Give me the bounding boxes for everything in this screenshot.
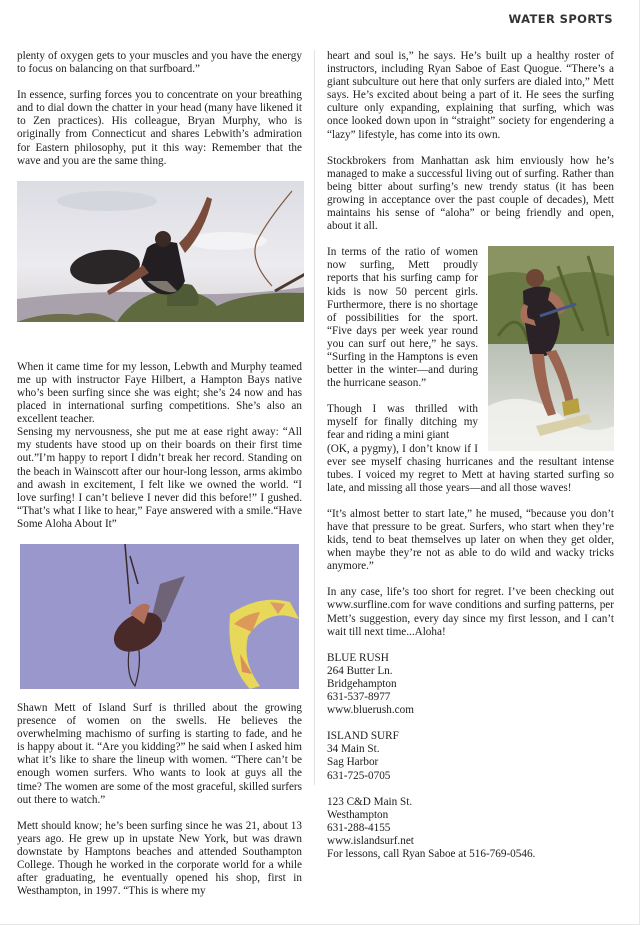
contact-line: ISLAND SURF — [327, 730, 399, 743]
contact-line: Sag Harbor — [327, 756, 379, 769]
contact-line: 264 Butter Ln. — [327, 664, 393, 677]
contact-website-link[interactable]: www.islandsurf.net — [327, 834, 414, 847]
contact-website-link[interactable]: www.bluerush.com — [327, 704, 414, 717]
contact-line: BLUE RUSH — [327, 651, 389, 664]
kitesurf-image — [20, 544, 299, 689]
wakeboard-jump-photo — [17, 181, 304, 322]
paragraph: In essence, surfing forces you to concentrate on your breathing and to dial down the chatter in your head (many have likened it to Zen practices). His colleague, Bryan Murphy, who is originally from Connecticut and shares Lebwith’s admiration for Eastern philosophy, put it this way: Remember that the wave and you are the same thing. — [17, 89, 302, 167]
wakeboarder-woman-image — [488, 246, 614, 451]
paragraph: Though I was thrilled with myself for finally ditching my fear and riding a mini giant — [327, 403, 478, 442]
contact-line: 631-725-0705 — [327, 769, 391, 782]
contact-line: Bridgehampton — [327, 677, 397, 690]
paragraph: Shawn Mett of Island Surf is thrilled about the growing presence of women on the swells. He believes the overwhelming machismo of surfing is starting to fade, and he is happy about it. “Are you kidding?” he said when I asked him what it’s like to share the lineup with women. “There can’t be enough women surfers. Who wants to look at guys all the time? The women are some of the most graceful, skilled surfers out there to watch.” — [17, 701, 302, 806]
right-column — [327, 50, 614, 861]
paragraph: When it came time for my lesson, Lebwth and Murphy teamed me up with instructor Faye Hilbert, a Hampton Bays native who’s been surfing since she was eight; she’s 24 now and has placed in international surfing competitions. She’s also an excellent teacher. — [17, 360, 302, 426]
paragraph: “It’s almost better to start late,” he mused, “because you don’t have that pressure to be great. Surfers, who start when they’re kids, tend to beat themselves up later on when they get older, when maybe they’re not as able to do wild and wacky tricks anymore.” — [327, 507, 614, 573]
kitesurf-photo — [20, 544, 299, 689]
contact-line: 123 C&D Main St. — [327, 795, 413, 808]
paragraph: (OK, a pygmy), I don’t know if I ever see myself chasing hurricanes and the resultant intense tubes. I voiced my regret to Mett at having started surfing so late, and missing all those years—and all those waves! — [327, 442, 614, 494]
paragraph: In any case, life’s too short for regret. I’ve been checking out www.surfline.com for wave conditions and surfing patterns, per Mett’s suggestion, every day since my first lesson, and I can’t wait till next time...Aloha! — [327, 586, 614, 638]
paragraph: Stockbrokers from Manhattan ask him enviously how he’s managed to make a successful living out of surfing. Rather than being bitter about surfing’s new trendy status (it has been growing in acceptance over the past couple of decades), Mett maintains his sense of “aloha” or being friendly and open, about it all. — [327, 154, 614, 233]
paragraph: Sensing my nervousness, she put me at ease right away: “All my students have stood up on their boards on their first time out.”I’m happy to report I didn’t break her record. Standing on the beach in Wainscott after our hour-long lesson, arms akimbo and awash in excitement, I felt like we owned the world. “I love surfing! I can’t believe I never did this before!” I gushed. “That’s what I like to hear,” Faye answered with a smile.“Have Some Aloha About It” — [17, 426, 302, 530]
contact-island-surf-westhampton — [327, 796, 614, 861]
contact-island-surf — [327, 730, 614, 782]
paragraph: Mett should know; he’s been surfing since he was 21, about 13 years ago. He grew up in upstate New York, but was drawn downstate by Hamptons beaches and attended Southampton College. Though he worked in the corporate world for a while after graduating, he eventually opened his shop, first in Westhampton, in 1997. “This is where my — [17, 819, 302, 898]
contact-blue-rush — [327, 652, 614, 717]
contact-line: Westhampton — [327, 808, 389, 821]
wakeboard-jump-image — [17, 181, 304, 322]
left-column — [17, 50, 302, 898]
paragraph: In terms of the ratio of women now surfing, Mett proudly reports that his surfing camp for kids is now 50 percent girls. Furthermore, there is no shortage of possibilities for the sport. “Five days per week year round you can surf out here,” he says. “Surfing in the Hamptons is even better in the winter—and during the hurricane season.” — [327, 246, 478, 390]
contact-line: For lessons, call Ryan Saboe at 516-769-0546. — [327, 847, 536, 860]
wakeboarder-woman-photo — [488, 246, 614, 451]
paragraph: heart and soul is,” he says. He’s built up a healthy roster of instructors, including Ryan Saboe of East Quogue. “There’s a giant subculture out here that only surfers are dialed into,” Mett says. He’s excited about being a part of it. He sees the surfing culture only expanding, explaining that surfing, which was once looked down upon in “straight” society for engendering a “lazy” lifestyle, has come into its own. — [327, 50, 614, 141]
contact-line: 631-288-4155 — [327, 821, 391, 834]
paragraph: plenty of oxygen gets to your muscles and you have the energy to focus on balancing on that surfboard.” — [17, 50, 302, 76]
column-divider — [314, 50, 315, 785]
section-title: WATER SPORTS — [508, 12, 613, 26]
contact-line: 631-537-8977 — [327, 691, 391, 704]
contact-line: 34 Main St. — [327, 743, 380, 756]
